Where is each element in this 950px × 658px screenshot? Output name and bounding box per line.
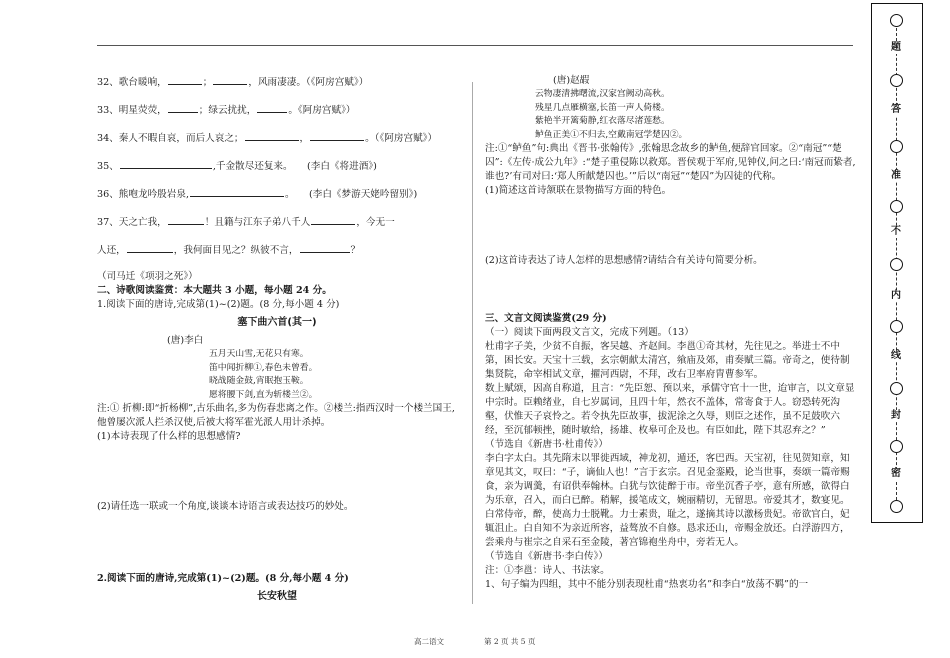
section-3-intro: （一）阅读下面两段文言文，完成下列题。（13）	[485, 327, 694, 338]
passage-2-source: （节选自《新唐书·李白传》）	[485, 551, 608, 562]
question-33	[97, 102, 457, 118]
passage-1-source: （节选自《新唐书·杜甫传》）	[485, 439, 608, 450]
q34-blank-1[interactable]	[245, 130, 299, 141]
poem-2-line: 鲈鱼正美①不归去,空戴南冠学楚囚②。	[535, 129, 688, 140]
question-1-text: 1、句子编为四组，其中不能分别表现杜甫“热衷功名”和李白“放荡不羁”的一	[485, 579, 809, 590]
poem-1-question-1: (1)本诗表现了什么样的思想感情?	[97, 431, 241, 442]
poem-1-title: 塞下曲六首(其一)	[237, 317, 317, 328]
poem-1-intro: 1.阅读下面的唐诗,完成第(1)~(2)题。(8 分,每小题 4 分)	[97, 299, 340, 310]
q37-line2-prefix: 人还，	[97, 245, 126, 256]
question-37-line-1	[97, 214, 457, 230]
footer-subject: 高二语文	[414, 637, 444, 646]
q32-blank-1[interactable]	[168, 74, 202, 85]
q37-blank-3[interactable]	[127, 242, 173, 253]
binding-char: 不	[891, 226, 901, 237]
question-32	[97, 74, 457, 90]
poem-2-question-2: (2)这首诗表达了诗人怎样的思想感情?请结合有关诗句简要分析。	[485, 255, 763, 266]
poem-1-question-2: (2)请任选一联或一个角度,谈谈本诗语言或表达技巧的妙处。	[97, 501, 354, 512]
binding-hole	[890, 200, 903, 213]
poem-1-note: 注:① 折柳:即“折杨柳”,古乐曲名,多为伤春悲离之作。②楼兰:指西汉时一个楼兰国王,他曾屡次派人拦杀汉使,后被大将军霍光派人用计杀掉。	[97, 403, 455, 428]
q37-blank-1[interactable]	[168, 214, 204, 225]
binding-hole	[890, 440, 903, 453]
q37-blank-4[interactable]	[300, 242, 350, 253]
q35-blank[interactable]	[120, 158, 212, 169]
poem-2-line: 紫艳半开篱菊静,红衣落尽渚莲愁。	[535, 116, 670, 126]
q34-mid: ，	[299, 133, 310, 144]
q34-prefix: 34、秦人不暇自哀，而后人哀之；	[97, 133, 244, 144]
column-divider	[472, 82, 473, 604]
q37-prefix: 37、天之亡我，	[97, 217, 167, 228]
question-37-line-2	[97, 242, 457, 258]
binding-char: 题	[891, 42, 901, 53]
passage-du-fu-1: 杜甫字子美，少贫不自振，客吴越、齐赵间。李邕①奇其材，先往见之。举进士不中第，困长安。天宝十三载，玄宗朝献太清宫，飨庙及郊，甫奏赋三篇。帝奇之，使待制集贤院，命宰相试文章，擢河西尉，不拜，改右卫率府胄曹参军。	[485, 341, 850, 380]
question-34	[97, 130, 457, 146]
binding-char: 封	[891, 410, 901, 421]
section-3-heading: 三、文言文阅读鉴赏(29 分)	[485, 313, 607, 324]
poem-2-line: 残星几点雁横塞,长笛一声人倚楼。	[535, 102, 670, 113]
q33-prefix: 33、明星荧荧，	[97, 105, 167, 116]
question-36	[97, 186, 457, 202]
right-column	[485, 68, 857, 592]
passage-note: 注：①李邕：诗人、书法家。	[485, 565, 610, 576]
q36-suffix: 。 (李白《梦游天姥吟留别》)	[285, 189, 418, 200]
binding-hole	[890, 140, 903, 153]
binding-hole	[890, 382, 903, 395]
q35-prefix: 35、	[97, 161, 119, 172]
q33-mid: ；绿云扰扰，	[198, 105, 257, 116]
poem-1-line: 愿将腰下剑,直为斩楼兰②。	[209, 389, 318, 400]
poem-1-author: (唐)李白	[167, 335, 204, 346]
poem-1-line: 晓战随金鼓,宵眠抱玉鞍。	[209, 376, 309, 386]
q32-blank-2[interactable]	[213, 74, 247, 85]
poem-2-title: 长安秋望	[257, 591, 297, 602]
poem-2-author: (唐)赵嘏	[553, 75, 590, 86]
binding-hole	[890, 320, 903, 333]
footer-page-number: 第 2 页 共 5 页	[484, 637, 536, 646]
poem-2-question-1: (1)简述这首诗颔联在景物描写方面的特色。	[485, 185, 672, 196]
q37-blank-2[interactable]	[311, 214, 355, 225]
q35-suffix: ,千金散尽还复来。 (李白《将进酒》)	[212, 161, 377, 172]
poem-2-note: 注:①“鲈鱼”句:典出《晋书·张翰传》,张翰思念故乡的鲈鱼,便辞官回家。②“南冠”“楚囚”:《左传·成公九年》:“楚子重侵陈以救郑。晋侯观于军府,见钟仪,问之曰:‘南冠而絷者,谁也?’有司对曰:‘郑人所献楚囚也。’”后以“南冠”“楚囚”为囚徒的代称。	[485, 143, 856, 182]
q37-end: ，今无一	[356, 217, 395, 228]
binding-char: 密	[891, 468, 901, 479]
poem-1-line: 笛中闻折柳①,春色未曾看。	[209, 362, 318, 373]
q36-prefix: 36、熊咆龙吟殷岩泉,	[97, 189, 190, 200]
q32-suffix: ，风雨凄凄。（《阿房宫赋》）	[248, 77, 369, 88]
binding-hole	[890, 74, 903, 87]
left-column	[97, 68, 457, 604]
poem-1-line: 五月天山雪,无花只有寒。	[209, 349, 309, 359]
poem-2-body	[485, 88, 857, 142]
passage-li-bai: 李白字太白。其先隋末以罪徙西域，神龙初，遁还，客巴西。天宝初，往见贺知章，知章见其文，叹曰：“子，谪仙人也！”言于玄宗。召见金銮殿，论当世事，奏颂一篇帝赐食，亲为调羹，有诏供奉翰林。白犹与饮徒醉于市。帝坐沉香子亭，意有所感，欲得白为乐章，召入，而白已醉。稍解，援笔成文，婉丽精切，无留思。帝爱其才，数宴见。白常侍帝，醉，使高力士脱靴。力士素贵，耻之，遂摘其诗以激杨贵妃。帝欲官白，妃辄沮止。白自知不为亲近所容，益骜放不自修。恳求还山，帝赐金放还。白浮游四方，尝乘舟与崔宗之自采石至金陵，著宫锦袍坐舟中，旁若无人。	[485, 453, 850, 548]
q36-blank[interactable]	[190, 186, 284, 197]
q33-blank-1[interactable]	[168, 102, 198, 113]
binding-hole	[890, 500, 903, 513]
q37-line2-mid: ，我何面目见之？纵彼不言，	[173, 245, 299, 256]
binding-char: 答	[891, 104, 901, 115]
q33-suffix: 。《阿房宫赋》）	[288, 105, 356, 116]
q34-suffix: 。（《阿房宫赋》）	[365, 133, 438, 144]
top-rule	[97, 45, 853, 46]
q32-mid: ；	[202, 77, 213, 88]
binding-char: 线	[891, 350, 901, 361]
poem-2-line: 云物凄清拂曙流,汉家宫阙动高秋。	[535, 89, 670, 99]
poem-1-body	[97, 348, 457, 402]
q37-middle: ！且籍与江东子弟八千人	[204, 217, 311, 228]
q37-source: （司马迁《项羽之死》）	[97, 271, 198, 282]
binding-char: 准	[891, 170, 901, 181]
binding-strip	[871, 3, 923, 523]
q33-blank-2[interactable]	[257, 102, 287, 113]
poem-2-intro: 2.阅读下面的唐诗,完成第(1)~(2)题。(8 分,每小题 4 分)	[97, 573, 349, 584]
q32-prefix: 32、歌台暖响，	[97, 77, 167, 88]
question-35	[97, 158, 457, 174]
section-2-heading: 二、诗歌阅读鉴赏：本大题共 3 小题，每小题 24 分。	[97, 285, 332, 296]
q37-line2-end: ？	[350, 245, 361, 256]
binding-hole	[890, 258, 903, 271]
binding-hole	[890, 14, 903, 27]
passage-du-fu-2: 数上赋颂，因高自称道，且言：“先臣恕、预以来，承儒守官十一世，迨审言，以文章显中宗时。臣赖绪业，自七岁属词，且四十年，然衣不盖体，常寄食于人。窃恐转死沟壑，伏惟天子哀怜之。若令执先臣故事，拔泥涂之久辱，则臣之述作，虽不足鼓吹六经，至沉郁顿挫，随时敏给，扬雄、枚皋可企及也。有臣如此，陛下其忍弃之？”	[485, 383, 855, 436]
q34-blank-2[interactable]	[310, 130, 364, 141]
binding-char: 内	[891, 290, 901, 301]
